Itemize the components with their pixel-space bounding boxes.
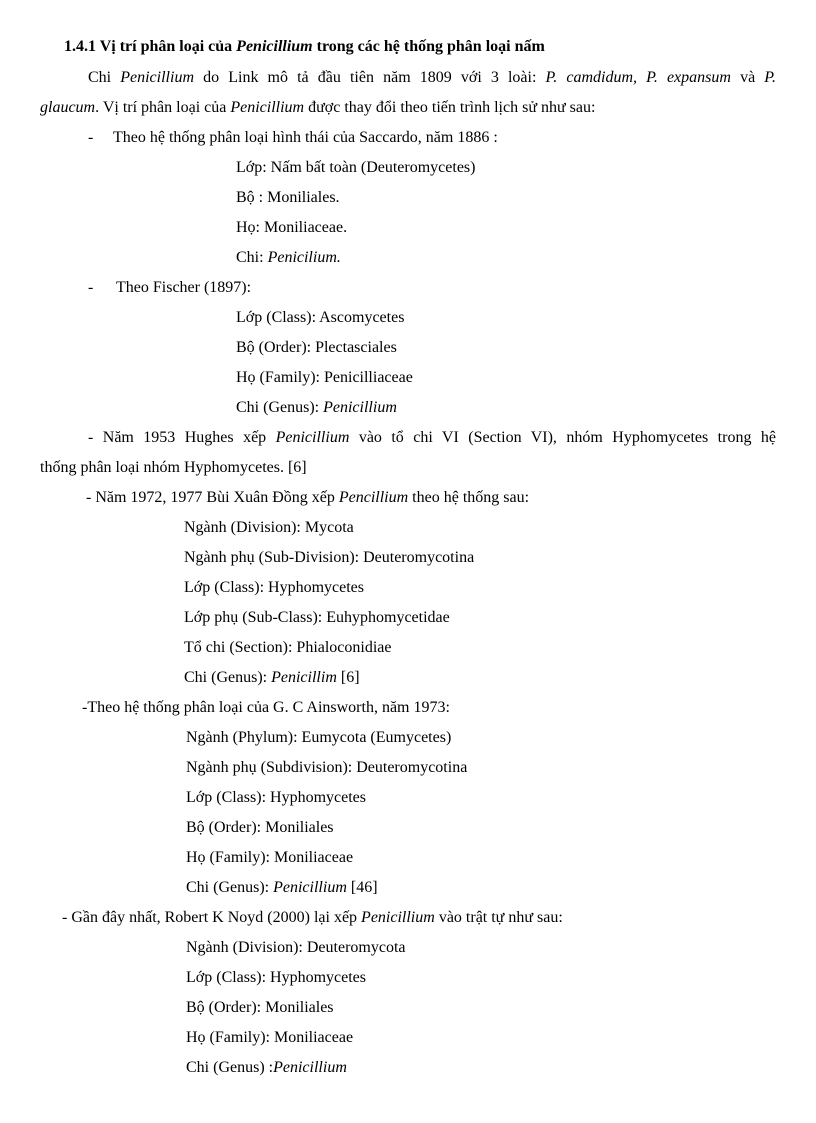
hughes-line-2: thống phân loại nhóm Hyphomycetes. [6] <box>40 459 307 476</box>
saccardo-genus: Chi: Penicilium. <box>236 249 341 266</box>
fischer-genus: Chi (Genus): Penicillium <box>236 399 397 416</box>
ainsworth-genus: Chi (Genus): Penicillium [46] <box>186 879 378 896</box>
saccardo-class: Lớp: Nấm bất toàn (Deuteromycetes) <box>236 159 476 176</box>
buixuandong-section: Tổ chi (Section): Phialoconidiae <box>184 639 392 656</box>
noyd-family: Họ (Family): Moniliaceae <box>186 1029 354 1046</box>
buixuandong-class: Lớp (Class): Hyphomycetes <box>184 579 364 596</box>
noyd-division: Ngành (Division): Deuteromycota <box>186 939 406 956</box>
ainsworth-order: Bộ (Order): Moniliales <box>186 819 334 836</box>
noyd-class: Lớp (Class): Hyphomycetes <box>186 969 366 986</box>
saccardo-order: Bộ : Moniliales. <box>236 189 340 206</box>
intro-line-1: Chi Penicillium do Link mô tả đầu tiên năm 1809 với 3 loài: P. camdidum, P. expansum và P. <box>88 69 776 86</box>
buixuandong-intro: - Năm 1972, 1977 Bùi Xuân Đồng xếp Pencillium theo hệ thống sau: <box>86 489 530 506</box>
ainsworth-phylum: Ngành (Phylum): Eumycota (Eumycetes) <box>186 729 452 746</box>
intro-line-2: glaucum. Vị trí phân loại của Penicillium được thay đổi theo tiến trình lịch sử như sau: <box>40 99 596 116</box>
buixuandong-division: Ngành (Division): Mycota <box>184 519 354 536</box>
ainsworth-family: Họ (Family): Moniliaceae <box>186 849 354 866</box>
buixuandong-subclass: Lớp phụ (Sub-Class): Euhyphomycetidae <box>184 609 450 626</box>
fischer-family: Họ (Family): Penicilliaceae <box>236 369 413 386</box>
fischer-class: Lớp (Class): Ascomycetes <box>236 309 405 326</box>
noyd-intro: - Gần đây nhất, Robert K Noyd (2000) lại xếp Penicillium vào trật tự như sau: <box>62 909 563 926</box>
ainsworth-intro: -Theo hệ thống phân loại của G. C Ainsworth, năm 1973: <box>82 699 450 716</box>
section-heading: 1.4.1 Vị trí phân loại của Penicillium trong các hệ thống phân loại nấm <box>64 38 545 55</box>
saccardo-family: Họ: Moniliaceae. <box>236 219 348 236</box>
fischer-intro: - Theo Fischer (1897): <box>88 279 252 296</box>
noyd-genus: Chi (Genus) :Penicillium <box>186 1059 347 1076</box>
ainsworth-subdivision: Ngành phụ (Subdivision): Deuteromycotina <box>186 759 468 776</box>
fischer-order: Bộ (Order): Plectasciales <box>236 339 397 356</box>
buixuandong-subdivision: Ngành phụ (Sub-Division): Deuteromycotina <box>184 549 475 566</box>
noyd-order: Bộ (Order): Moniliales <box>186 999 334 1016</box>
ainsworth-class: Lớp (Class): Hyphomycetes <box>186 789 366 806</box>
buixuandong-genus: Chi (Genus): Penicillim [6] <box>184 669 360 686</box>
saccardo-intro: - Theo hệ thống phân loại hình thái của Saccardo, năm 1886 : <box>88 129 498 146</box>
hughes-line-1: - Năm 1953 Hughes xếp Penicillium vào tổ chi VI (Section VI), nhóm Hyphomycetes trong hệ <box>88 429 776 446</box>
